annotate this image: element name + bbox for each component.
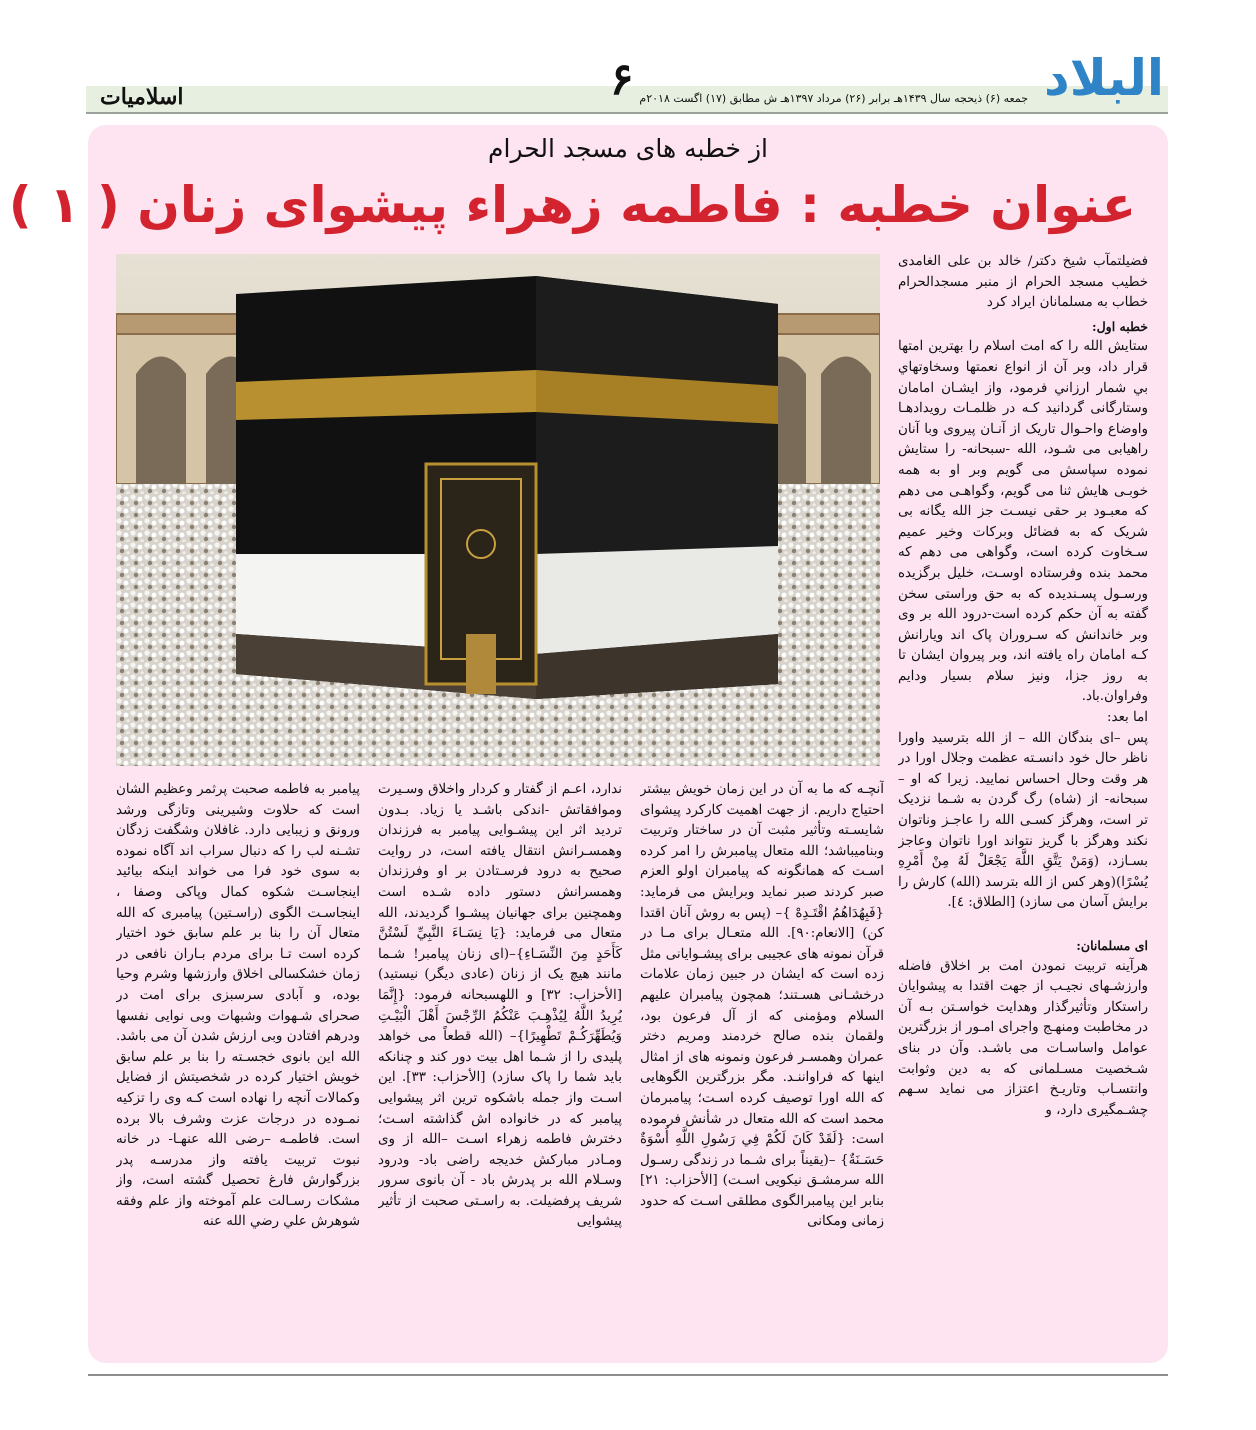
paragraph: پس –ای بندگان الله – از الله بترسید واورا ناظر حال خود دانسـته عظمت وجلال اورا در هر وقت وحال احساس نمایید. زیرا که او –سبحانه- از (شاه) رگ گردن به شـما نزدیک تر است، وهرگز کسـی الله را عاجـز وناتوان نکند وهرگز با گریز نتواند اورا ناتوان وعاجز بسـازد، (وَمَنْ يَتَّقِ اللَّهَ يَجْعَلْ لَهُ مِنْ أَمْرِهِ يُسْرًا)(وهر کس از الله بترسد (الله) کارش را برایش آسان می سازد) [الطلاق: ٤].	[898, 730, 1148, 911]
section-name: اسلامیات	[100, 84, 184, 110]
article-headline: عنوان خطبه : فاطمه زهراء پیشوای زنان ( ۱ )	[8, 176, 1136, 234]
article-column	[640, 780, 884, 1370]
article-column	[378, 780, 622, 1370]
subheading-first-sermon: خطبه اول:	[1091, 318, 1148, 334]
footer-rule	[88, 1374, 1168, 1376]
article-kicker: از خطبه های مسجد الحرام	[488, 134, 768, 163]
author-intro: فضیلتمآب شیخ دکتر/ خالد بن علی الغامدی خطیب مسجد الحرام از منبر مسجدالحرام خطاب به مسلمانان ایراد کرد	[898, 254, 1148, 311]
paragraph: اما بعد:	[1107, 710, 1148, 726]
paragraph: آنچـه که ما به آن در این زمان خویش بیشتر احتیاج داریم. از جهت اهمیت کارکرد پیشوای شایسـته وتأثیر مثبت آن در ساختار وتربیت وبناميباشد؛ الله متعال پیامبرش را امر کرده اسـت که همانگونه که پیامبران اولو العزم صبر کردند صبر نماید وبرایش می فرماید: {فَبِهُدَاهُمُ اقْتَـدِهْ }– (پس به روش آنان اقتدا کن) [الانعام:۹۰]. الله متعـال برای مـا در قرآن نمونه های عجیبی برای پیشـوایانی مثل زده است که ایشان در جبین زمان علامات درخشـانی هسـتند؛ همچون پیامبران علیهم السلام ومؤمنی که از آل فرعون بود، ولقمان بنده صالح خردمند ومریم دختر عمران وهمسـر فرعون ونمونه های از امثال اینها که فراواننـد. مگر بزرگترین الگوهایی که الله اورا توصیف کرده اسـت؛ پیامبرمان محمد است که الله متعال در شأنش فرموده است: {لَقَدْ كَانَ لَكُمْ فِي رَسُولِ اللَّهِ أُسْوَةٌ حَسَـنَةٌ} –(یقیناً برای شـما در زندگی رسـول الله سرمشـق نیکویی اسـت) [الأحزاب: ۲۱] بنابر این پیامبرالگوی مطلقی اسـت که حدود زمانی ومکانی	[640, 782, 884, 1230]
page-number: ۶	[610, 54, 634, 105]
paragraph: ندارد، اعـم از گفتار و کردار واخلاق وسـیرت وموافقاتش -اندکی باشـد یا زیاد. بـدون تردید اثر این پیشـوایی پیامبر به فرزندان وهمسـرانش انتقال یافته است، در روایت صحیح به درود فرسـتادن بر او وفرزندان وهمسرانش دستور داده شـده است وهمچنین برای جهانیان پیشـوا گردیدند، الله متعال می فرماید: {يَا نِسَـاءَ النَّبِيِّ لَسْتُنَّ كَأَحَدٍ مِنَ النِّسَـاءِ}–(ای زنان پیامبر! شـما مانند هیچ یک از زنان (عادی دیگر) نیستید) [الأحزاب: ۳۲] و اللهسبحانه فرمود: {إِنَّمَا يُرِيدُ اللَّهُ لِيُذْهِـبَ عَنْكُمُ الرِّجْسَ أَهْلَ الْبَيْـتِ وَيُطَهِّرَكُـمْ تَطْهِيرًا}– (الله قطعاً می خواهد پلیدی را از شـما اهل بیت دور کند و چنانکه باید شما را پاک سازد) [الأحزاب: ۳۳]. این اسـت واز جمله باشکوه ترین اثر پیشوایی پیامبر که در خانواده اش گذاشته اسـت؛ دخترش فاطمه زهراء اسـت –الله از وی ومـادر مبارکش خدیجه راضی باد- ودرود وسـلام الله بر پدرش باد - آن بانوی سرور شریف پرفضیلت. به راسـتی صحبت از تأثیر پیشوایی	[378, 782, 622, 1230]
paragraph: پیامبر به فاطمه صحبت پرثمر وعظیم الشان است که حلاوت وشیرینی وتازگی ورشد ورونق و زیبایی دارد. غافلان وشگفت زدگان تشـنه لب را که دنبال سراب اند آگاه نموده به سوی خود فرا می خواند اینکه بیائید اینجاسـت شکوه کمال وپاکی وصفا ، اینجاسـت الگوی (راسـتین) پیامبری که الله متعال آن را بنا بر علم سابق خود اختیار کرده است تـا برای مردم بـاران نافعی در زمان خشکسالی اخلاق وارزشها وشرم وحیا بوده، و آبادی سرسبزی برای امت در صحرای شـهوات وشبهات وبی نوایی نفسها ودرهم افتادن وبی ارزش شدن آن می باشد. الله این بانوی خجسـته را بنا بر علم سابق خویش اختیار کرده در شخصیتش از فضایل وکمالات آنچه را نهاده است کـه وی را تزکیه نمـوده در درجات عزت وشرف بالا برده است. فاطمـه –رضی الله عنهـا- در خانه نبوت تربیت یافته واز مدرسـه پدر بزرگوارش فارغ تحصیل گشته است، واز مشکات رسـالت علم آموخته واز علم وفقه شوهرش علي رضي الله عنه	[116, 782, 360, 1230]
subheading-muslims: ای مسلمانان:	[1076, 938, 1148, 953]
article-column-right	[898, 252, 1148, 1362]
kaaba-photo	[116, 254, 880, 766]
newspaper-logo: البلاد	[1044, 49, 1164, 107]
article-column	[116, 780, 360, 1370]
paragraph: ستایش الله را که امت اسلام را بهترین امتها قرار داد، وبر آن از انواع نعمتها وسخاوتهاي بي شمار ارزاني فرمود، واز ایشـان امامان وستارگانی گردانید کـه در ظلمـات رویدادهـا واوضاع واحـوال تاریک از آنـان پیروی وبا آنان راهیابی می شـود، الله -سبحانه- را ستایش نموده سپاسش می گویم وبر او به همه خوبـی هایش ثنا می گویم، وگواهـی می دهم که معبـود بر حقی نیسـت جز الله یگانه بی شریک که به فضائل وبرکات وخیر عمیم سـخاوت کرده است، وگواهی می دهم که محمد بنده وفرستاده اوسـت، خلیل برگزیده ورسـول پسـندیده که به حق وراستی سخن گفته به آن حکم کرده است-درود الله بر وی وبر خاندانش که سـروران پاک اند ویارانش کـه امامان راه یافته اند، وبر پیروان ایشان تا به روز جزا، ونیز سلام بسیار ودایم وفراوان.باد.	[898, 339, 1148, 705]
date-line: جمعه (۶) ذیحجه سال ۱۴۳۹هـ برابر (۲۶) مرداد ۱۳۹۷هـ ش مطابق (۱۷) اگست ۲۰۱۸م	[639, 92, 1028, 105]
paragraph: هرآینه تربیت نمودن امت بر اخلاق فاضله وارزشـهای نجیـب از جهت اقتدا به پیشوایان راستکار وتأثیرگذار وهدایت خواسـتن بـه آن در مخاطبت ومنهـج واجرای امـور از بزرگترین عوامل واساسـات می باشـد. وآن در بنای شـخصیت مسـلمانی که به دین وثوابت وانتسـاب وتاریـخ اعتزاز می نماید سـهم چشـمگیری دارد، و	[898, 958, 1148, 1118]
